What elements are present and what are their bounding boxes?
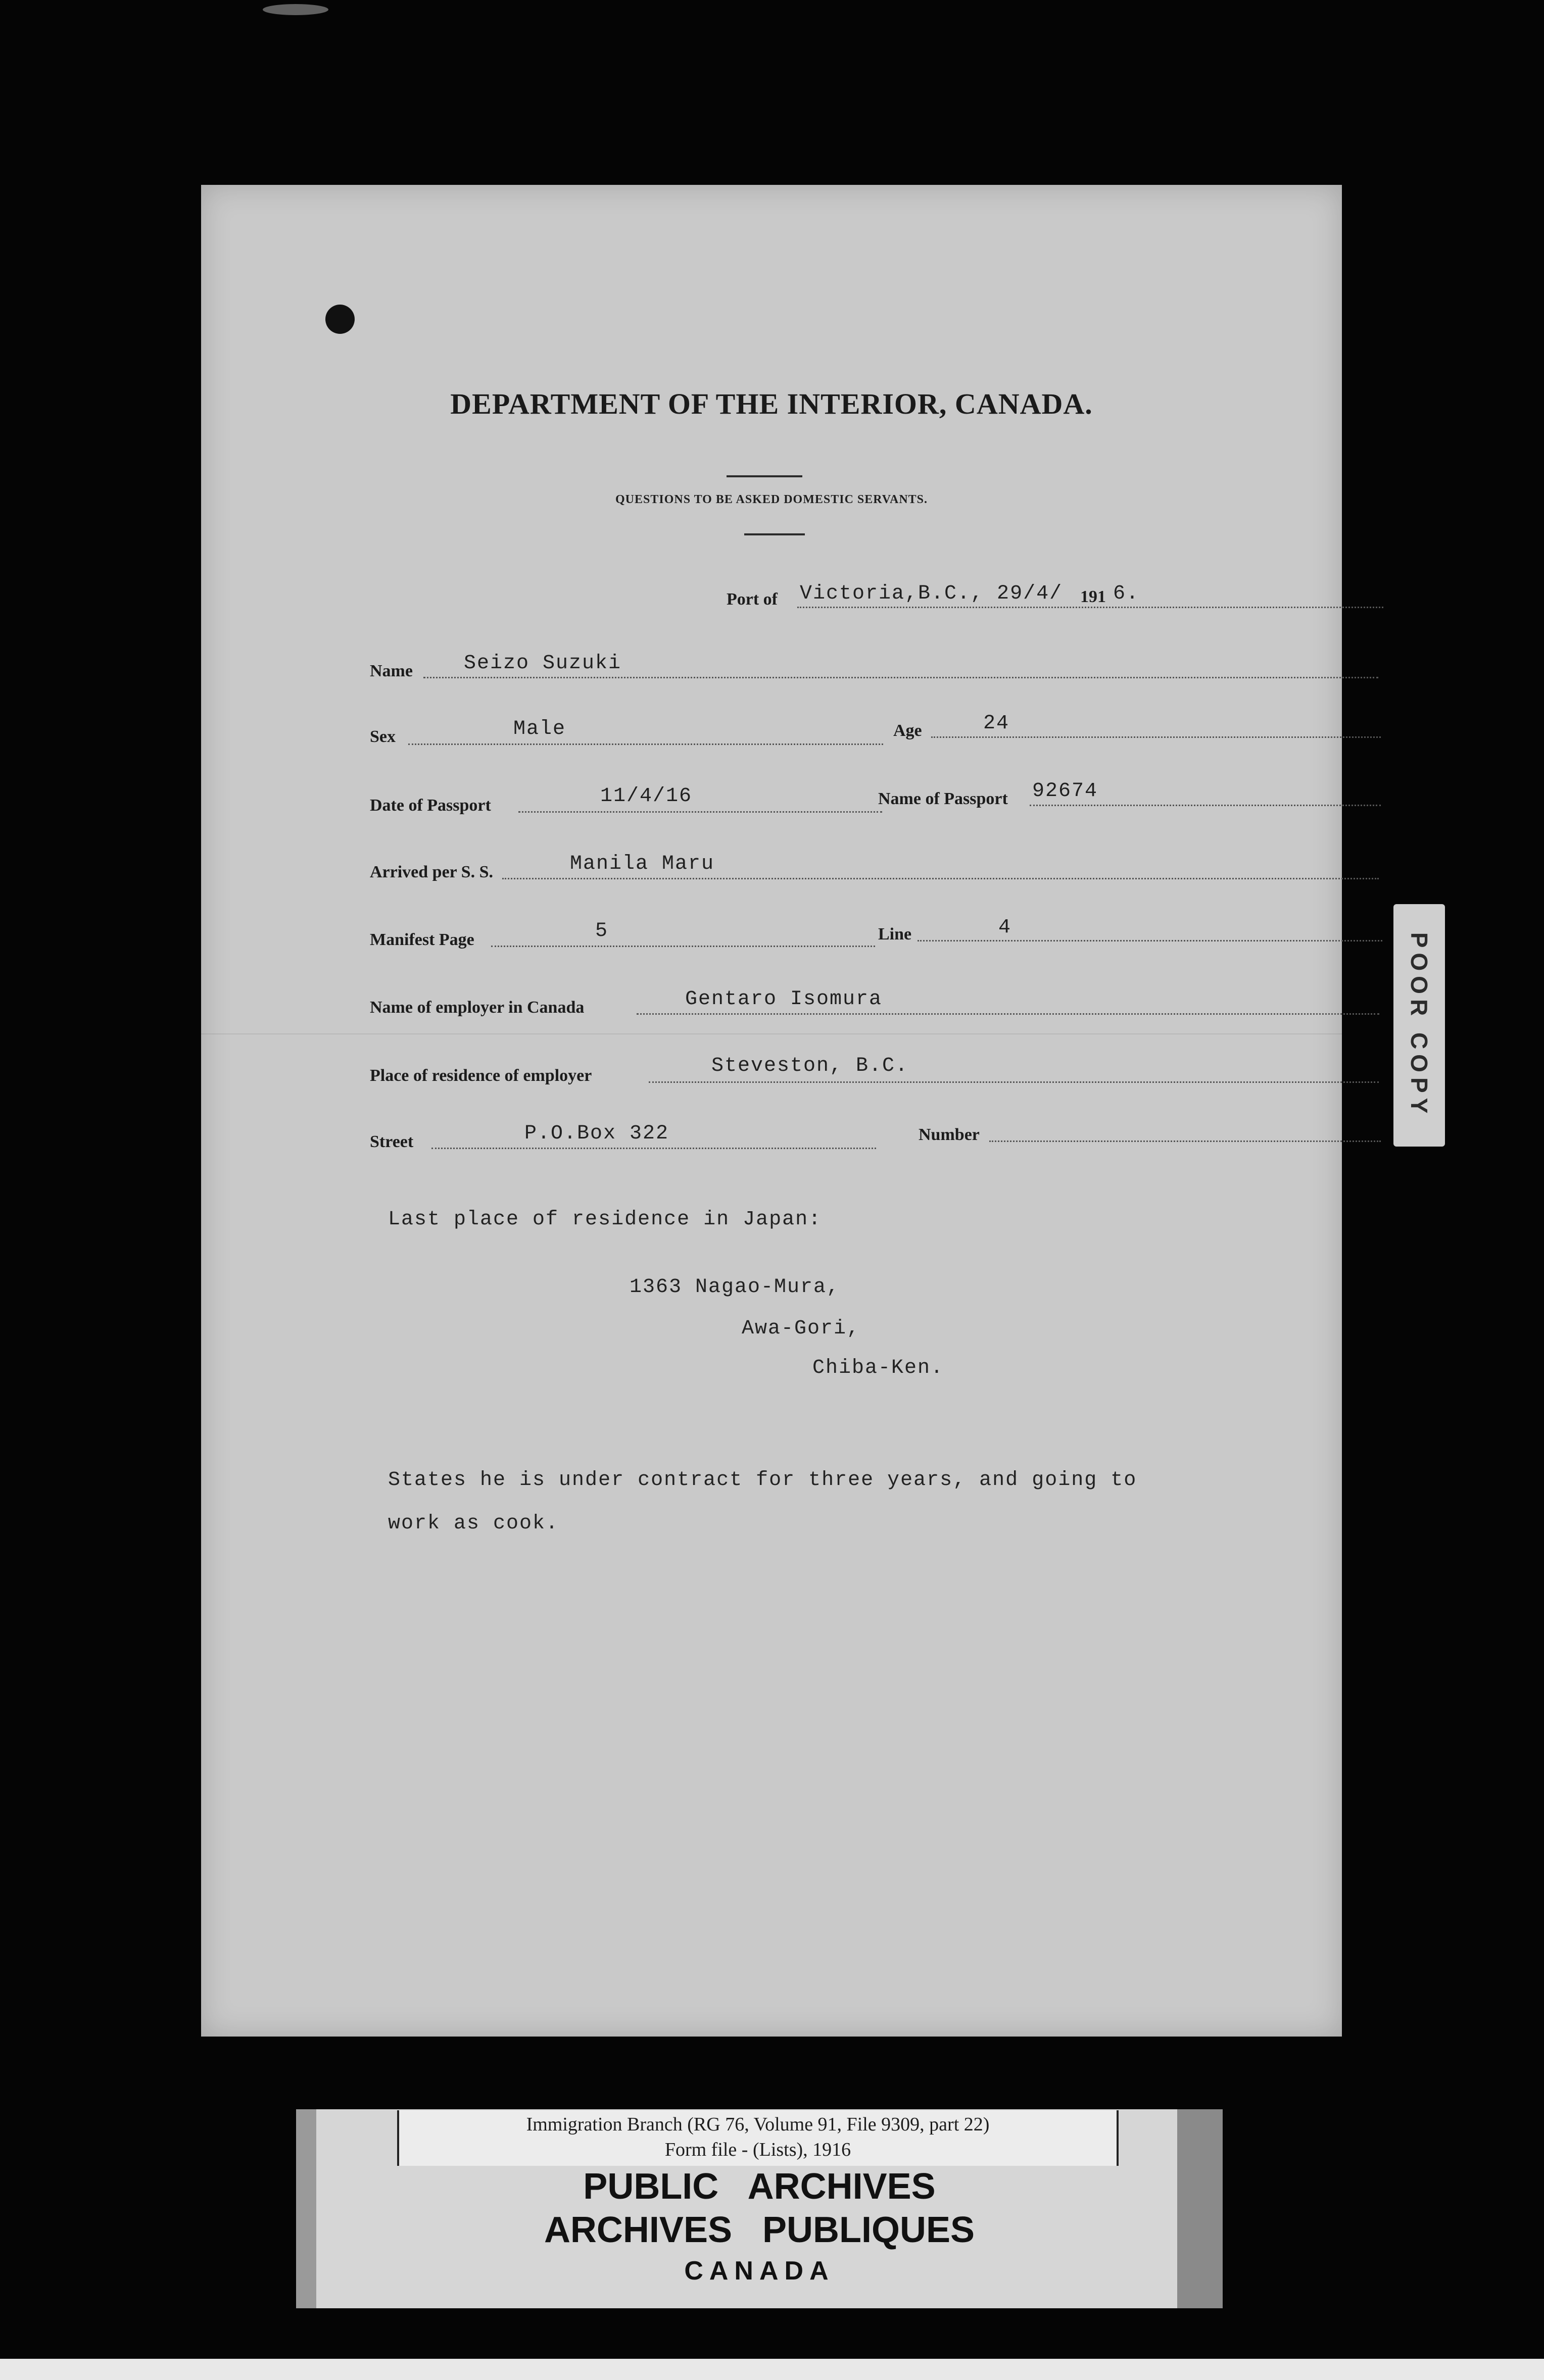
arrived-per-value: Manila Maru	[570, 853, 715, 875]
arrived-per-dots	[502, 878, 1379, 879]
address-line-2: Awa-Gori,	[742, 1317, 860, 1340]
title-rule-top	[727, 475, 802, 477]
name-of-passport-label: Name of Passport	[878, 789, 1008, 808]
date-of-passport-dots	[518, 811, 882, 813]
manifest-page-value: 5	[595, 920, 609, 943]
employer-residence-dots	[649, 1081, 1379, 1083]
title-rule-bottom	[744, 533, 805, 535]
address-line-3: Chiba-Ken.	[812, 1357, 944, 1379]
age-dots	[931, 736, 1381, 738]
number-label: Number	[919, 1125, 980, 1144]
employer-label: Name of employer in Canada	[370, 998, 585, 1017]
port-year-suffix: 6.	[1113, 582, 1140, 605]
archive-line-1: PUBLIC ARCHIVES	[583, 2166, 936, 2207]
name-of-passport-dots	[1030, 805, 1381, 806]
port-label: Port of	[727, 590, 778, 609]
statement-line-1: States he is under contract for three years, and going to	[388, 1469, 1137, 1492]
street-value: P.O.Box 322	[524, 1122, 669, 1145]
film-scratch	[263, 4, 328, 15]
street-label: Street	[370, 1132, 414, 1151]
film-frame-edge	[0, 2359, 1544, 2380]
form-subtitle: QUESTIONS TO BE ASKED DOMESTIC SERVANTS.	[615, 493, 928, 506]
page-fold	[201, 1033, 1342, 1034]
poor-copy-stamp	[1393, 904, 1445, 1147]
number-dots	[989, 1141, 1381, 1142]
manifest-page-label: Manifest Page	[370, 930, 474, 949]
employer-residence-value: Steveston, B.C.	[711, 1055, 909, 1077]
name-label: Name	[370, 662, 413, 680]
date-of-passport-value: 11/4/16	[600, 785, 693, 808]
archive-line-2: ARCHIVES PUBLIQUES	[544, 2210, 975, 2250]
age-label: Age	[893, 721, 922, 740]
line-dots	[918, 940, 1382, 941]
line-value: 4	[998, 916, 1012, 939]
employer-dots	[637, 1013, 1379, 1015]
street-dots	[431, 1148, 876, 1149]
age-value: 24	[983, 712, 1010, 735]
archive-label	[296, 2109, 1223, 2308]
manifest-page-dots	[491, 946, 875, 947]
sex-value: Male	[513, 718, 566, 740]
archive-reference-line-2: Form file - (Lists), 1916	[664, 2139, 851, 2160]
name-of-passport-value: 92674	[1032, 780, 1098, 803]
employer-residence-label: Place of residence of employer	[370, 1066, 592, 1085]
date-of-passport-label: Date of Passport	[370, 796, 491, 815]
poor-copy-text: POOR COPY	[1406, 932, 1432, 1119]
port-dots	[797, 607, 1383, 608]
employer-value: Gentaro Isomura	[685, 988, 883, 1011]
line-label: Line	[878, 925, 912, 944]
sex-label: Sex	[370, 727, 396, 746]
port-year-prefix: 191	[1080, 587, 1106, 606]
address-line-1: 1363 Nagao-Mura,	[630, 1276, 840, 1299]
archive-reference-line-1: Immigration Branch (RG 76, Volume 91, File 9309, part 22)	[526, 2114, 990, 2135]
document-page	[201, 185, 1342, 2037]
arrived-per-label: Arrived per S. S.	[370, 863, 493, 881]
residence-heading: Last place of residence in Japan:	[388, 1208, 822, 1231]
archive-line-3: CANADA	[684, 2256, 835, 2286]
punch-hole	[325, 305, 355, 334]
name-dots	[423, 677, 1378, 678]
archive-reference-box	[397, 2110, 1119, 2166]
sex-dots	[408, 743, 883, 745]
statement-line-2: work as cook.	[388, 1512, 559, 1535]
port-value: Victoria,B.C., 29/4/	[800, 582, 1063, 605]
form-title: DEPARTMENT OF THE INTERIOR, CANADA.	[450, 387, 1093, 420]
name-value: Seizo Suzuki	[464, 652, 622, 675]
